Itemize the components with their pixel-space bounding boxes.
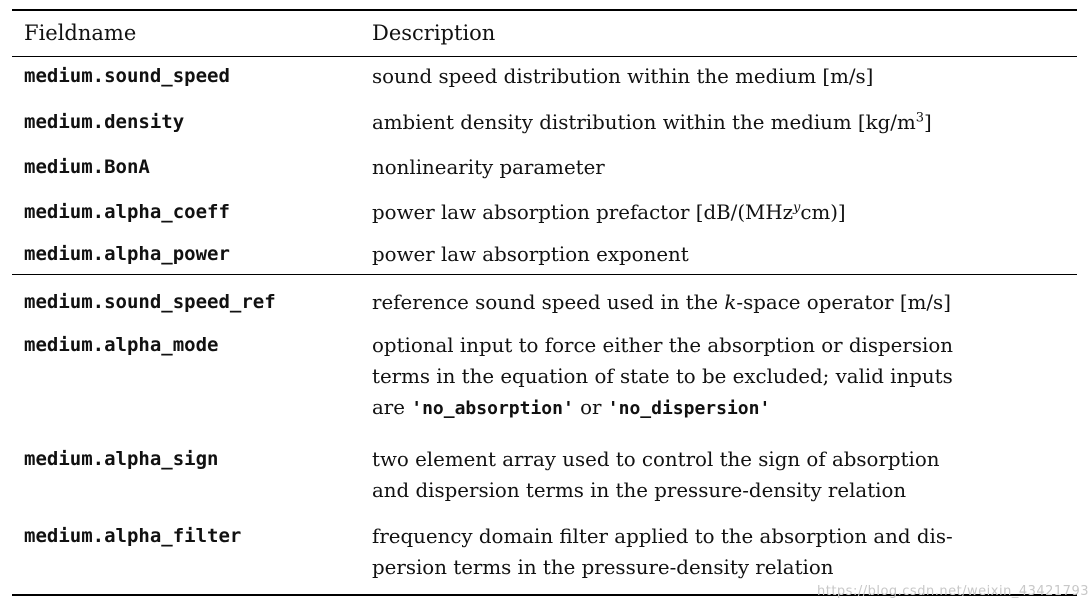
table-row-field: medium.BonA bbox=[24, 156, 150, 178]
table-row-description bbox=[372, 444, 1062, 506]
section-rule bbox=[12, 274, 1077, 275]
header-fieldname: Fieldname bbox=[24, 21, 137, 45]
description-superscript: y bbox=[793, 200, 801, 216]
table-row-description bbox=[372, 287, 1062, 318]
description-text: ] bbox=[924, 111, 932, 134]
description-text: reference sound speed used in the bbox=[372, 291, 725, 314]
table-row-description: nonlinearity parameter bbox=[372, 156, 605, 179]
table-row-field: medium.alpha_filter bbox=[24, 525, 242, 547]
table-row-field: medium.alpha_power bbox=[24, 243, 230, 265]
code-literal: 'no_absorption' bbox=[411, 398, 574, 419]
description-text: -space operator [m/s] bbox=[736, 291, 951, 314]
description-line: optional input to force either the absorption or dispersion bbox=[372, 334, 953, 357]
table-row-description bbox=[372, 197, 1062, 228]
table-row-field: medium.alpha_mode bbox=[24, 334, 219, 356]
table-row-description: power law absorption exponent bbox=[372, 243, 689, 266]
table-row-description bbox=[372, 330, 1062, 424]
description-text: power law absorption prefactor [dB/(MHz bbox=[372, 201, 793, 224]
table-row-description: sound speed distribution within the medium [m/s] bbox=[372, 65, 874, 88]
description-italic: k bbox=[724, 291, 737, 314]
watermark-text: https://blog.csdn.net/weixin_43421793 bbox=[816, 584, 1089, 599]
description-text: are bbox=[372, 396, 412, 419]
description-line: and dispersion terms in the pressure-density relation bbox=[372, 479, 907, 502]
table-row-field: medium.alpha_coeff bbox=[24, 201, 230, 223]
table-row-description bbox=[372, 521, 1062, 583]
code-literal: 'no_dispersion' bbox=[607, 398, 771, 419]
description-line: two element array used to control the sign of absorption bbox=[372, 448, 940, 471]
description-line: terms in the equation of state to be excluded; valid inputs bbox=[372, 365, 953, 388]
description-line bbox=[372, 392, 1062, 424]
description-text: cm)] bbox=[800, 201, 846, 224]
table-row-field: medium.density bbox=[24, 111, 185, 133]
description-text: ambient density distribution within the medium [kg/m bbox=[372, 111, 916, 134]
table-row-description bbox=[372, 107, 1062, 138]
description-line: persion terms in the pressure-density relation bbox=[372, 556, 834, 579]
table-row-field: medium.sound_speed_ref bbox=[24, 291, 276, 313]
description-superscript: 3 bbox=[915, 110, 925, 126]
header-rule bbox=[12, 56, 1077, 57]
table-row-field: medium.alpha_sign bbox=[24, 448, 219, 470]
header-description: Description bbox=[372, 21, 496, 45]
table-row-field: medium.sound_speed bbox=[24, 65, 230, 87]
description-line: frequency domain filter applied to the absorption and dis- bbox=[372, 525, 953, 548]
table-top-rule bbox=[12, 9, 1077, 11]
description-text: or bbox=[573, 396, 608, 419]
